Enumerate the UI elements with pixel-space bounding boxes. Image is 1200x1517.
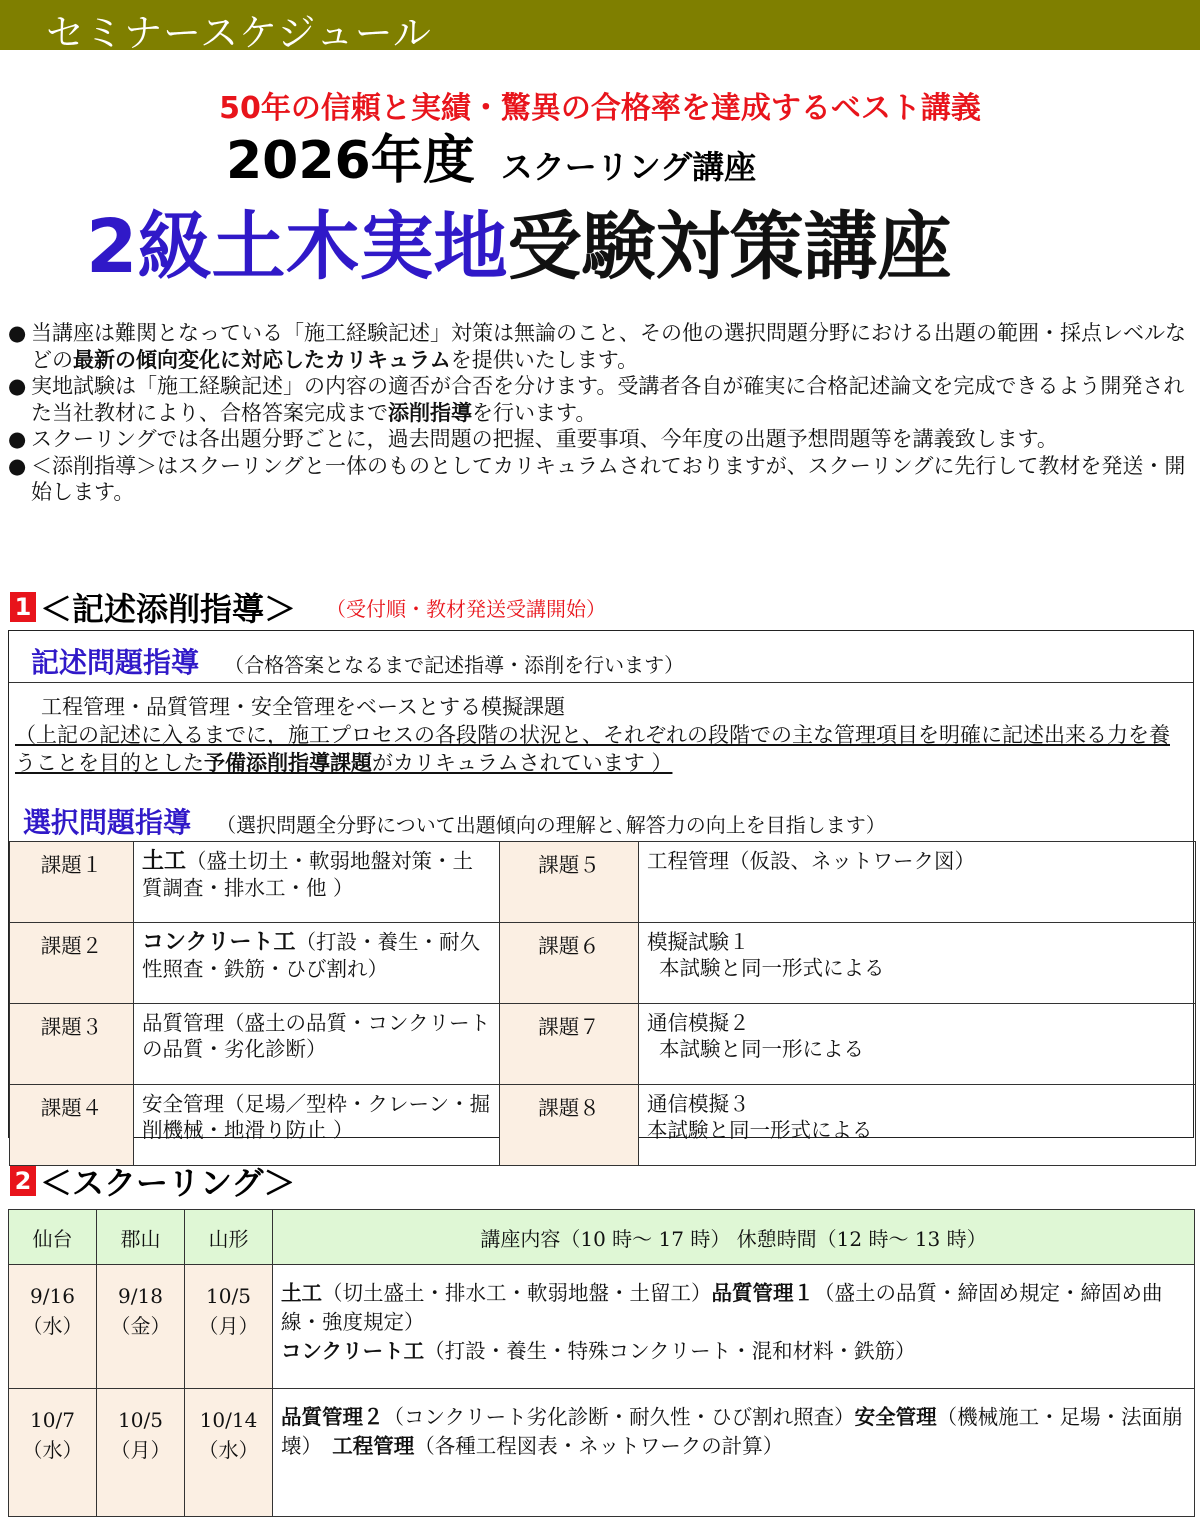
intro-bullet — [8, 453, 1198, 506]
kijutsu-body — [9, 693, 1193, 777]
bullet-dot: ● — [8, 321, 27, 345]
main-title-part2: 受験対策講座 — [507, 204, 952, 290]
bullet-dot: ● — [8, 374, 27, 398]
tagline: 50年の信頼と実績・驚異の合格率を達成するベスト講義 — [219, 91, 981, 126]
sentaku-header — [9, 801, 1193, 841]
table-row — [10, 1004, 1196, 1085]
bullet-text: 当講座は難関となっている「施工経験記述」対策は無論のこと、その他の選択問題分野における出題の範囲・採点レベルなどの — [31, 321, 1186, 372]
task-content: 安全管理（足場／型枠・クレーン・掘削機械・地滑り防止 ） — [134, 1085, 500, 1166]
header-bar — [0, 0, 1200, 55]
section2-title: ＜スクーリング＞ — [40, 1164, 296, 1202]
header-title: セミナースケジュール — [46, 11, 432, 55]
bullet-text: スクーリングでは各出題分野ごとに，過去問題の把握、重要事項、今年度の出題予想問題等を講義致します。 — [31, 427, 1058, 451]
intro-bullets — [8, 320, 1198, 506]
section1-header — [10, 584, 606, 630]
task-content: 土工（盛土切土・軟弱地盤対策・土質調査・排水工・他 ） — [134, 842, 500, 923]
section1-note: （受付順・教材発送受講開始） — [326, 596, 607, 621]
bullet-emphasis: 添削指導 — [388, 400, 472, 425]
date-cell: 9/16 （水） — [9, 1265, 97, 1389]
intro-bullet — [8, 320, 1198, 373]
table-row — [10, 923, 1196, 1004]
task-content: 通信模擬２ 本試験と同一形による — [639, 1004, 1196, 1085]
task-label: 課題３ — [10, 1004, 134, 1085]
course-subtitle: スクーリング講座 — [500, 148, 757, 186]
table-row — [10, 842, 1196, 923]
bullet-dot: ● — [8, 427, 27, 451]
task-content: 工程管理（仮設、ネットワーク図） — [639, 842, 1196, 923]
task-label: 課題５ — [500, 842, 639, 923]
kijutsu-line2: （上記の記述に入るまでに，施工プロセスの各段階の状況と、それぞれの段階での主な管理項目を明確に記述出来る力を養うことを目的とした予備添削指導課題がカリキュラムされています ） — [15, 723, 1170, 775]
task-label: 課題１ — [10, 842, 134, 923]
bullet-emphasis: 最新の傾向変化に対応したカリキュラム — [73, 347, 451, 372]
kijutsu-line1: 工程管理・品質管理・安全管理をベースとする模擬課題 — [41, 695, 565, 719]
bullet-text: を行います。 — [472, 400, 597, 425]
kijutsu-subtitle: （合格答案となるまで記述指導・添削を行います） — [224, 653, 685, 677]
kijutsu-emphasis: 予備添削指導課題 — [204, 751, 372, 775]
task-content: 模擬試験１ 本試験と同一形式による — [639, 923, 1196, 1004]
sentaku-title: 選択問題指導 — [23, 806, 192, 839]
task-label: 課題７ — [500, 1004, 639, 1085]
table-row — [9, 1265, 1195, 1389]
kijutsu-title: 記述問題指導 — [31, 646, 200, 679]
table-row — [10, 1085, 1196, 1166]
date-cell: 10/5 （月） — [185, 1265, 273, 1389]
bullet-text: 実地試験は「施工経験記述」の内容の適否が合否を分けます。受講者各自が確実に合格記述論文を完成できるよう開発された当社教材により、合格答案完成まで — [31, 374, 1185, 425]
intro-bullet — [8, 373, 1198, 426]
year-line — [226, 118, 756, 193]
column-header-content: 講座内容（10 時～ 17 時） 休憩時間（12 時～ 13 時） — [273, 1210, 1195, 1265]
bullet-text: を提供いたします。 — [450, 347, 639, 372]
table-row — [9, 1389, 1195, 1517]
task-label: 課題６ — [500, 923, 639, 1004]
tasks-table — [9, 841, 1196, 1166]
table-header-row — [9, 1210, 1195, 1265]
date-cell: 10/5 （月） — [97, 1389, 185, 1517]
date-cell: 9/18 （金） — [97, 1265, 185, 1389]
intro-bullet — [8, 426, 1198, 453]
task-content: 通信模擬３ 本試験と同一形式による — [639, 1085, 1196, 1166]
section1-title: ＜記述添削指導＞ — [40, 590, 297, 628]
bullet-dot: ● — [8, 453, 27, 478]
date-cell: 10/7 （水） — [9, 1389, 97, 1517]
section1-box — [8, 630, 1194, 1142]
task-content: 品質管理（盛土の品質・コンクリートの品質・劣化診断） — [134, 1004, 500, 1085]
section1-number-badge: 1 — [10, 592, 36, 622]
sentaku-subtitle: （選択問題全分野について出題傾向の理解と､解答力の向上を目指します） — [216, 813, 886, 837]
section2-header — [10, 1158, 295, 1204]
column-header-yamagata: 山形 — [185, 1210, 273, 1265]
column-header-sendai: 仙台 — [9, 1210, 97, 1265]
bullet-text: ＜添削指導＞はスクーリングと一体のものとしてカリキュラムされておりますが、スクーリングに先行して教材を発送・開始します。 — [31, 453, 1186, 504]
content-cell: 土工（切土盛土・排水工・軟弱地盤・土留工）品質管理１（盛土の品質・締固め規定・締固め曲線・強度規定） コンクリート工（打設・養生・特殊コンクリート・混和材料・鉄筋） — [273, 1265, 1195, 1389]
task-content: コンクリート工（打設・養生・耐久性照査・鉄筋・ひび割れ） — [134, 923, 500, 1004]
kijutsu-header — [9, 631, 1193, 683]
content-cell: 品質管理２（コンクリート劣化診断・耐久性・ひび割れ照査）安全管理（機械施工・足場・法面崩壊） 工程管理（各種工程図表・ネットワークの計算） — [273, 1389, 1195, 1517]
main-title-part1: 2級土木実地 — [86, 204, 508, 290]
course-year: 2026年度 — [226, 131, 475, 191]
section2-number-badge: 2 — [10, 1166, 36, 1196]
main-title — [86, 188, 952, 294]
schooling-table — [8, 1209, 1195, 1517]
task-label: 課題４ — [10, 1085, 134, 1166]
column-header-koriyama: 郡山 — [97, 1210, 185, 1265]
date-cell: 10/14 （水） — [185, 1389, 273, 1517]
task-label: 課題８ — [500, 1085, 639, 1166]
task-label: 課題２ — [10, 923, 134, 1004]
